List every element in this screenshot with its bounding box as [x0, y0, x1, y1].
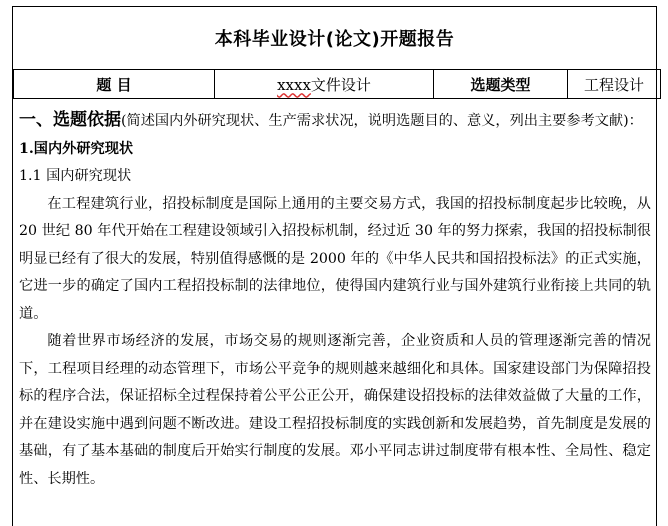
topic-placeholder: xxxx: [277, 75, 311, 94]
heading-domestic-research: 1.1 国内研究现状: [19, 168, 132, 184]
section-heading: [19, 107, 651, 136]
topic-type-label: 选题类型: [434, 70, 568, 99]
report-body: [19, 107, 651, 493]
section-note: (简述国内外研究现状、生产需求状况，说明选题目的、意义，列出主要参考文献)：: [121, 113, 643, 129]
report-page: [12, 6, 657, 526]
topic-type-value[interactable]: 工程设计: [568, 70, 661, 99]
topic-label: 题 目: [14, 70, 215, 99]
paragraph-2: 随着世界市场经济的发展，市场交易的规则逐渐完善，企业资质和人员的管理逐渐完善的情况下，工程项目经理的动态管理下，市场公平竞争的规则越来越细化和具体。国家建设部门为保障招投标的程序合法，保证招标全过程保持着公平公正公开，确保建设招投标的法律效益做了大量的工作，并在建设实施中遇到问题不断改进。建设工程招投标制度的实践创新和发展趋势，首先制度是发展的基础，有了基本基础的制度后开始实行制度的发展。邓小平同志讲过制度带有根本性、全局性、稳定性、长期性。: [19, 333, 651, 487]
topic-table: [13, 69, 661, 99]
heading-research-status: 1.国内外研究现状: [19, 140, 134, 157]
topic-value-text: 文件设计: [310, 75, 371, 94]
section-title: 一、选题依据: [19, 110, 121, 130]
document-title: 本科毕业设计(论文)开题报告: [214, 29, 455, 50]
paragraph-1: 在工程建筑行业，招投标制度是国际上通用的主要交易方式，我国的招投标制度起步比较晚，从 20 世纪 80 年代开始在工程建设领域引入招投标机制，经过近 30 年的努力探索，我国的招投标制很明显已经有了很大的发展，特别值得感慨的是 2000 年的《中华人民共和国招投标法》的正式实施，它进一步的确定了国内工程招投标制的法律地位，使得国内建筑行业与国外建筑行业衔接上共同的轨道。: [19, 195, 651, 322]
topic-row: [14, 70, 661, 99]
topic-value[interactable]: [215, 70, 434, 99]
